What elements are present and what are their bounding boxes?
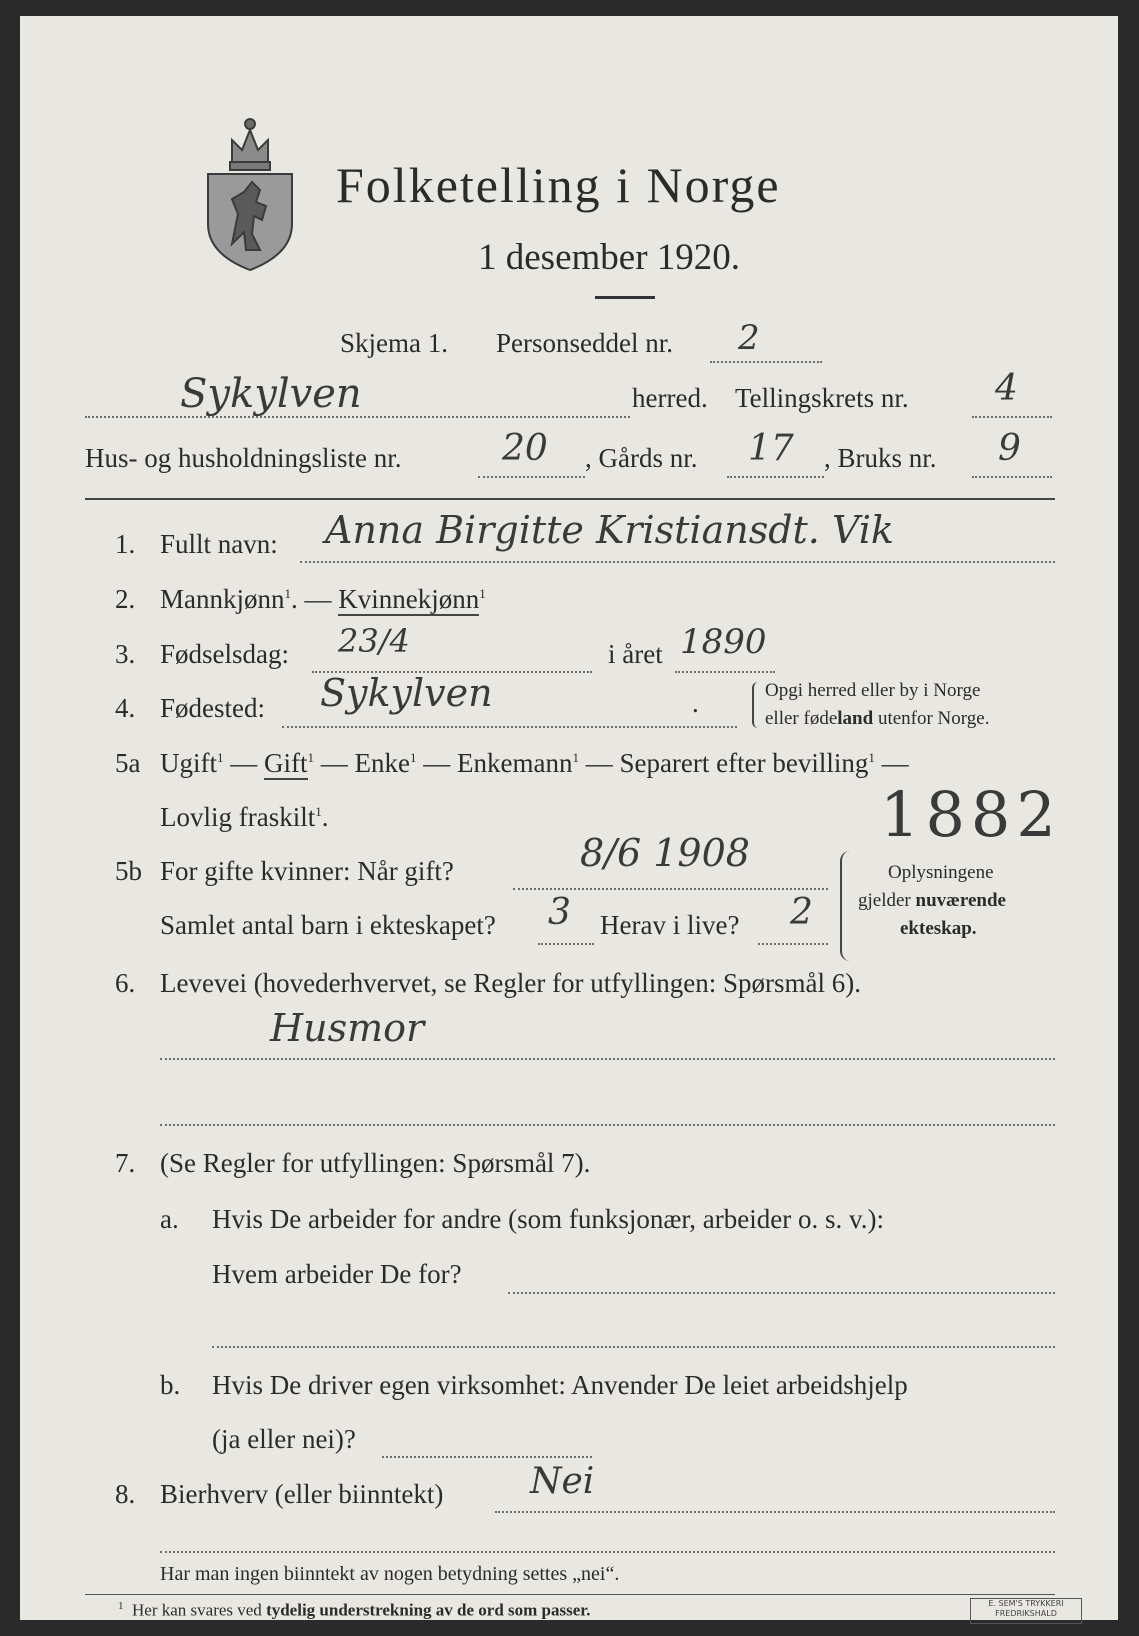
q4-dot: . (692, 688, 699, 718)
husholdningsliste-value: 20 (502, 428, 548, 469)
status-lovlig-mark: 1 (315, 804, 322, 819)
q3-number: 3. (115, 639, 136, 669)
stamp-line2: FREDRIKSHALD (995, 1609, 1057, 1618)
q6-number: 6. (115, 968, 136, 998)
side-income-value: Nei (530, 1461, 595, 1502)
q8-label: Bierhverv (eller biinntekt) (160, 1479, 444, 1509)
q6-dotline-1 (160, 1058, 1055, 1060)
personseddel-value: 2 (738, 318, 760, 358)
tellingskrets-dotline (972, 416, 1052, 418)
q5b-brace (840, 851, 852, 961)
q6-label: Levevei (hovederhvervet, se Regler for utfyllingen: Spørsmål 6). (160, 968, 862, 998)
status-sep-3: — (416, 748, 457, 778)
tellingskrets-label: Tellingskrets nr. (735, 383, 909, 413)
q5a-line2: Lovlig fraskilt$^1$. (160, 802, 329, 832)
marriage-date-value: 8/6 1908 (580, 831, 750, 875)
q2-female-footnote-mark: 1 (479, 586, 486, 601)
husholdningsliste-label: Hus- og husholdningsliste nr. (85, 443, 402, 473)
q4-dotline (282, 726, 737, 728)
q4-brace (752, 682, 762, 728)
status-gift-mark: 1 (307, 750, 314, 765)
header-rule (85, 498, 1055, 500)
status-sep-4: — (578, 748, 620, 778)
alive-value: 2 (790, 892, 813, 933)
status-sep-1: — (223, 748, 264, 778)
status-enke-mark: 1 (409, 750, 417, 765)
q4-note-line1: Opgi herred eller by i Norge (765, 680, 981, 701)
q7b-letter: b. (160, 1370, 181, 1400)
bruks-value: 9 (998, 428, 1021, 469)
q7a-dotline-1 (508, 1292, 1055, 1294)
footnote-rule (85, 1594, 1055, 1595)
q5b-label: For gifte kvinner: Når gift? (160, 856, 454, 886)
q7-label: (Se Regler for utfyllingen: Spørsmål 7). (160, 1148, 591, 1178)
q5b-note-part-b: nuværende (915, 890, 1006, 911)
q1-dotline (300, 561, 1055, 563)
status-gift-underlined: Gift (264, 748, 308, 778)
footnote-mark: 1 (118, 1600, 124, 1612)
personseddel-label: Personseddel nr. (496, 328, 673, 358)
status-ugift-mark: 1 (217, 750, 224, 765)
birthplace-value: Sykylven (320, 671, 493, 715)
q5a-number: 5a (115, 748, 141, 778)
q2-male-footnote-mark: 1 (284, 586, 291, 601)
census-date: 1 desember 1920. (478, 237, 741, 278)
birth-year-value: 1890 (680, 622, 767, 662)
gender-male: Mannkjønn (160, 584, 285, 614)
q4-note-part-b: land (837, 708, 874, 729)
stamp-line1: E. SEM'S TRYKKERI (988, 1599, 1064, 1608)
status-enkemann-mark: 1 (572, 750, 579, 765)
q7a-label: Hvis De arbeider for andre (som funksjonær, arbeider o. s. v.): (212, 1204, 884, 1234)
status-separert: Separert efter bevilling (619, 748, 869, 778)
q2-separator: . — (291, 584, 339, 614)
q8-dotline-2 (160, 1551, 1055, 1553)
q5b-note-line2 (858, 890, 1006, 912)
q4-note-line2 (765, 708, 989, 730)
footnote-text-a: Her kan svares ved (132, 1600, 267, 1620)
q4-note-part-c: utenfor Norge. (873, 708, 990, 729)
gender-female-underlined: Kvinnekjønn (338, 584, 480, 614)
q5a-options (160, 748, 909, 779)
q8-number: 8. (115, 1479, 136, 1509)
birth-year-dotline (675, 671, 775, 673)
q7a-question: Hvem arbeider De for? (212, 1259, 462, 1289)
coat-of-arms-icon (202, 104, 298, 274)
census-form (20, 16, 1118, 1620)
q2-number: 2. (115, 584, 136, 614)
q2-options (160, 584, 486, 615)
printer-stamp (970, 1598, 1082, 1624)
q8-dotline-1 (495, 1511, 1055, 1513)
handwritten-annotation: 1882 (880, 778, 1062, 851)
title-divider (595, 296, 655, 299)
full-name-value: Anna Birgitte Kristiansdt. Vik (325, 508, 894, 552)
status-ugift: Ugift (160, 748, 217, 778)
alive-dotline (758, 943, 828, 945)
q7b-dotline (382, 1456, 592, 1458)
children-dotline (538, 943, 594, 945)
gards-dotline (727, 476, 824, 478)
q7b-question: (ja eller nei)? (212, 1424, 356, 1454)
q6-dotline-2 (160, 1124, 1055, 1126)
footnote (118, 1600, 591, 1621)
herred-label: herred. (632, 383, 708, 413)
bruks-label: , Bruks nr. (824, 443, 937, 473)
occupation-value: Husmor (270, 1006, 425, 1050)
bruks-dotline (972, 476, 1052, 478)
birth-year-label: i året (608, 639, 663, 669)
herred-value: Sykylven (180, 371, 362, 417)
status-sep-5: — (874, 748, 909, 778)
q1-label: Fullt navn: (160, 529, 278, 559)
personseddel-dotline (710, 361, 822, 363)
nei-note: Har man ingen biinntekt av nogen betydning settes „nei“. (160, 1563, 620, 1585)
q5b-note-line1: Oplysningene (888, 862, 994, 883)
q3-label: Fødselsdag: (160, 639, 290, 669)
form-title: Folketelling i Norge (336, 157, 781, 213)
q4-number: 4. (115, 693, 136, 723)
gards-value: 17 (748, 428, 794, 469)
tellingskrets-value: 4 (995, 368, 1018, 409)
q4-label: Fødested: (160, 693, 265, 723)
gards-label: , Gårds nr. (585, 443, 698, 473)
q4-note-part-a: eller føde (765, 708, 838, 729)
q5b-dotline (513, 888, 828, 890)
children-value: 3 (548, 892, 571, 933)
status-lovlig-fraskilt: Lovlig fraskilt (160, 802, 316, 832)
q7a-dotline-2 (212, 1346, 1055, 1348)
husholdningsliste-dotline (478, 476, 585, 478)
q7-number: 7. (115, 1148, 136, 1178)
q5b-note-line3: ekteskap. (900, 918, 977, 939)
q5b-number: 5b (115, 856, 142, 886)
q5b-note-part-a: gjelder (858, 890, 916, 911)
children-label: Samlet antal barn i ekteskapet? (160, 910, 496, 940)
alive-label: Herav i live? (600, 910, 740, 940)
footnote-text-b: tydelig understrekning av de ord som passer. (266, 1600, 591, 1620)
birth-date-value: 23/4 (338, 622, 410, 660)
skjema-label: Skjema 1. (340, 328, 448, 358)
q1-number: 1. (115, 529, 136, 559)
status-sep-2: — (314, 748, 355, 778)
status-separert-mark: 1 (868, 750, 875, 765)
q7a-letter: a. (160, 1204, 179, 1234)
status-enke: Enke (354, 748, 410, 778)
status-enkemann: Enkemann (456, 748, 573, 778)
q7b-label: Hvis De driver egen virksomhet: Anvender De leiet arbeidshjelp (212, 1370, 908, 1400)
